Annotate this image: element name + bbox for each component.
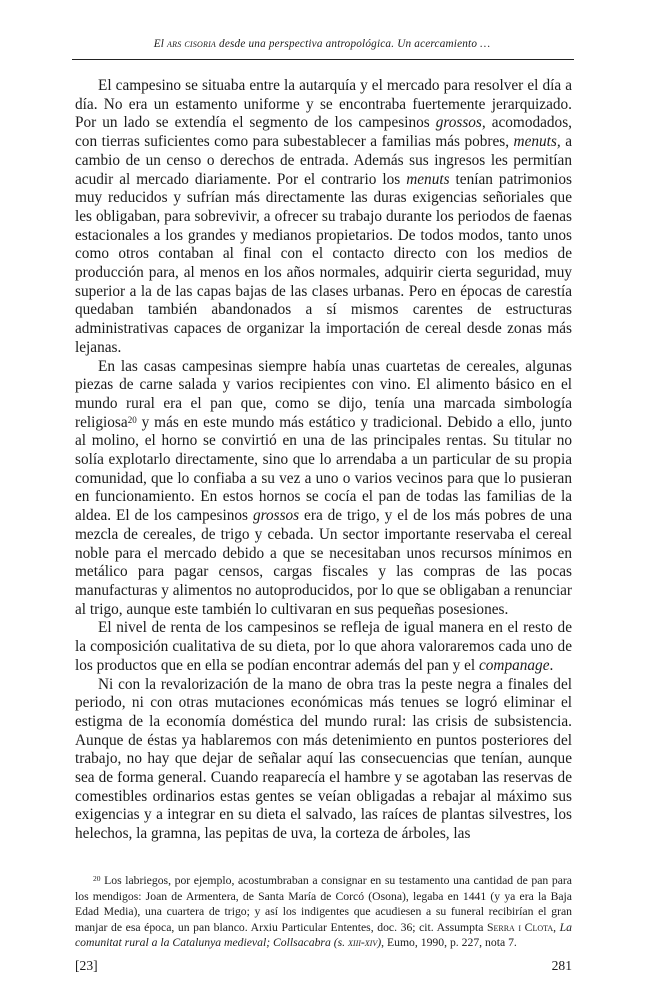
term-menuts: menuts, [513,133,561,151]
footnote-20 [75,873,572,951]
running-head-start: El [153,38,168,50]
footnote-ref[interactable]: 20 [127,414,137,425]
footnote-text: , [553,920,560,934]
paragraph-4: Ni con la revalorización de la mano de obra tras la peste negra a finales del periodo, ni con otras mutaciones económicas más tenues se logró eliminar el estigma de la economía doméstica del mundo rural: las crisis de subsistencia. Aunque de éstas ya hablaremos con más detenimiento en puntos posteriores del trabajo, no hay que dejar de señalar aquí las consecuencias que tenían, aunque sea de forma general. Cuando reaparecía el hambre y se agotaban las reservas de comestibles ordinarios estas gentes se veían obligadas a rebajar al máximo sus exigencias y a integrar en su dieta el salvado, las raíces de plantas silvestres, los helechos, la gramna, las pepitas de uva, la corteza de árboles, las [75,675,572,843]
text-run: En las casas campesinas siempre había unas cuartetas de cereales, algunas piezas de carne salada y varios recipientes con vino. El alimento básico en el mundo rural era el pan que, como se dijo, tenía una marcada simbología religiosa [75,357,572,431]
term-companage: companage [478,656,550,674]
text-run: El nivel de renta de los campesinos se refleja de igual manera en el resto de la composición cualitativa de su dieta, por lo que ahora valoraremos cada uno de los productos que en ella se podían encontrar además del pan y el [75,619,572,674]
body-text [75,77,572,844]
text-run: y más en este mundo más estático y tradicional. Debido a ello, junto al molino, el horno se convirtió en una de las principales rentas. Su titular no solía explotarlo directamente, sino que lo arrendaba a un particular de su propia comunidad, que lo confiaba a su vez a uno o varios vecinos para que lo pusieran en funcionamiento. En estos hornos se cocía el pan de todas las familias de la aldea. El de los campesinos [75,413,572,525]
text-run: tenían patrimonios muy reducidos y sufrían más directamente las duras exigencias señoriales que les obligaban, para sobrevivir, a ofrecer su trabajo durante los periodos de faenas estacionales a los grandes y medianos propietarios. De todos modos, tanto unos como otros contaban al final con el contacto directo con los medios de producción para, al menos en los años normales, adquirir cierta seguridad, muy superior a la de las capas bajas de las clases urbanas. Pero en épocas de carestía quedaban también abandonados a sí mismos carentes de estructuras administrativas capaces de organizar la importación de cereal desde zonas más lejanas. [75,170,572,356]
footnote-text: , Eumo, 1990, p. 227, nota 7. [381,936,517,950]
text-run: . [549,656,554,674]
text-run: a cambio de un censo o derechos de entrada. Además sus ingresos les permitían acudir al mercado diariamente. Por el contrario los [75,133,572,188]
header-rule [72,59,574,60]
page-number: 281 [551,958,572,973]
paragraph-1 [75,77,572,358]
footnote-text: Los labriegos, por ejemplo, acostumbraban a consignar en su testamento una cantidad de pan para los mendigos: Joan de Armentera, de Santa María de Corcó (Osona), legaba en 1441 (y ya era la Baja Edad Media), una cuartera de trigo; y así los indigentes que acudiesen a su funeral recibirían el gran manjar de esa época, un pan blanco. Arxiu Particular Ententes, doc. 36; cit. Assumpta [75,874,572,934]
footnote [75,873,572,951]
paragraph-2 [75,358,572,620]
footnote-book-title-end: ) [377,936,382,950]
footnote-author: Serra i Clota [487,920,554,934]
footnote-number: 20 [93,874,101,883]
footnote-century: xiii-xiv [348,936,378,950]
text-run: era de trigo, y el de los más pobres de una mezcla de cereales, de trigo y cebada. Un sector importante reservaba el cereal noble para el mercado debido a que se necesitaban unos recursos mínimos en metálico para pagar censos, cargas fiscales y las compras de las pocas manufacturas y alimentos no autoproducidos, por lo que se obligaban a renunciar al trigo, aunque este también lo cultivaran en sus pequeñas posesiones. [75,507,572,618]
running-head-term: ars cisoria [167,38,217,50]
text-run: acomodados, con tierras suficientes como para subestablecer a familias más pobres, [75,114,572,151]
page-ref-left: [23] [75,958,98,973]
term-grossos: grossos [252,507,300,525]
text-run: El campesino se situaba entre la autarquía y el mercado para resolver el día a día. No era un estamento uniforme y se encontraba fuertemente jerarquizado. Por un lado se extendía el segmento de los campesinos [75,77,572,132]
paragraph-3 [75,619,572,675]
running-head [72,38,572,50]
running-head-end: desde una perspectiva antropológica. Un acercamiento … [216,38,491,50]
footnote-book-title: La comunitat rural a la Catalunya medieval; Collsacabra (s. [75,920,573,950]
term-menuts: menuts [406,170,450,188]
term-grossos: grossos, [435,114,486,132]
